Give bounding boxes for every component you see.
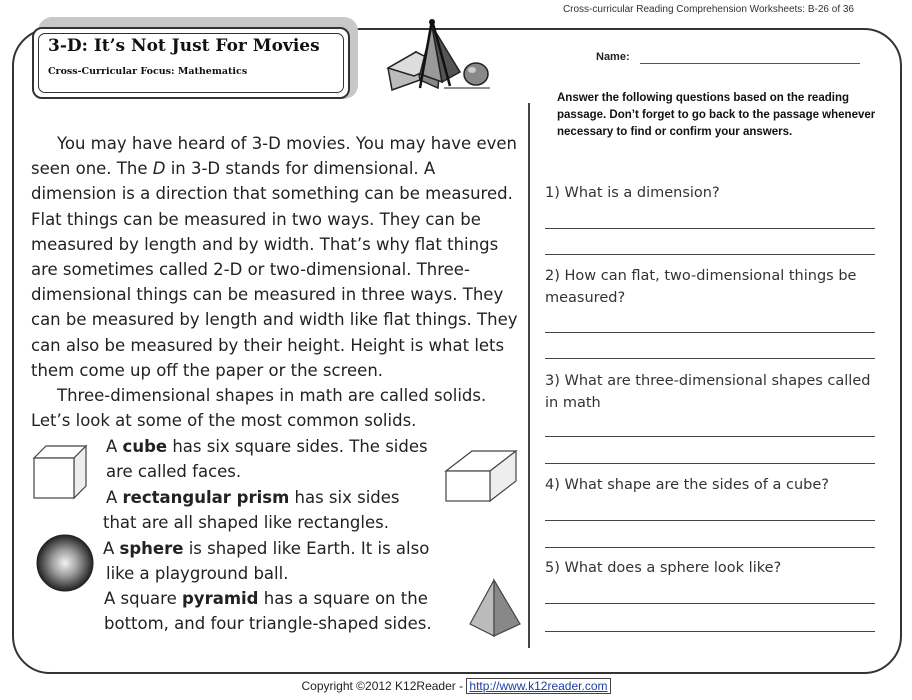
- cube-icon: [32, 444, 88, 500]
- pyramid-term: pyramid: [182, 589, 259, 608]
- name-field[interactable]: [640, 63, 860, 64]
- sphere-icon: [35, 533, 95, 593]
- question-2: 2) How can flat, two-dimensional things be measured?: [545, 268, 857, 306]
- pyramid-text: has a square on the: [258, 589, 428, 608]
- cube-text: are called faces.: [106, 462, 242, 482]
- answer-line-2a[interactable]: [545, 332, 875, 333]
- question-3: 3) What are three-dimensional shapes called in math: [545, 373, 871, 411]
- passage-text: You may have heard of 3-D movies. You may have even seen one. The: [31, 134, 517, 179]
- answer-line-4b[interactable]: [545, 547, 875, 548]
- prism-description: [103, 485, 400, 535]
- reading-passage: [31, 131, 525, 433]
- passage-paragraph-1: [31, 131, 525, 383]
- passage-text: in 3-D stands for dimensional. A dimension is a direction that something can be measured. Flat things can be measured in two ways. They can be measured by length and by width. That’s why flat things are sometimes called 2-D or two-dimensional. Three-dimensional things can be measured in three ways. They can be measured by length and width like flat things. They can also be measured by their height. Height is what lets them come up off the paper or the screen.: [31, 159, 518, 380]
- answer-line-2b[interactable]: [545, 358, 875, 359]
- answer-line-3a[interactable]: [545, 436, 875, 437]
- title-box: [32, 27, 350, 99]
- answer-line-5b[interactable]: [545, 631, 875, 632]
- answer-line-3b[interactable]: [545, 463, 875, 464]
- cube-term: cube: [122, 437, 168, 456]
- pyramid-description: [104, 586, 432, 636]
- pyramid-text: A square: [104, 589, 182, 608]
- sphere-text: like a playground ball.: [106, 564, 289, 584]
- k12reader-link[interactable]: http://www.k12reader.com: [466, 678, 610, 694]
- answer-line-5a[interactable]: [545, 603, 875, 604]
- answer-line-1a[interactable]: [545, 228, 875, 229]
- prism-text: that are all shaped like rectangles.: [103, 513, 389, 533]
- cube-description: [106, 434, 428, 484]
- copyright-text: Copyright ©2012 K12Reader -: [301, 679, 467, 693]
- rectangular-prism-icon: [444, 449, 518, 503]
- cube-text: A: [106, 437, 123, 456]
- instructions: Answer the following questions based on the reading passage. Don’t forget to go back to the passage whenever necessary to find or confirm your answers.: [557, 92, 876, 138]
- question-4: 4) What shape are the sides of a cube?: [545, 477, 829, 493]
- sphere-text: is shaped like Earth. It is also: [183, 539, 430, 558]
- sphere-text: A: [103, 539, 120, 558]
- footer: [0, 679, 912, 693]
- question-1: 1) What is a dimension?: [545, 185, 720, 201]
- sphere-description: [103, 536, 430, 586]
- sphere-term: sphere: [119, 539, 184, 558]
- question-5: 5) What does a sphere look like?: [545, 560, 782, 576]
- pyramid-icon: [466, 578, 524, 638]
- answer-line-1b[interactable]: [545, 254, 875, 255]
- pyramid-text: bottom, and four triangle-shaped sides.: [104, 614, 432, 634]
- prism-text: A: [106, 488, 123, 507]
- worksheet-title: 3-D: It’s Not Just For Movies: [48, 36, 320, 56]
- geometry-solids-clipart-icon: [380, 18, 495, 100]
- cross-curricular-focus: Cross-Curricular Focus: Mathematics: [48, 66, 248, 77]
- answer-line-4a[interactable]: [545, 520, 875, 521]
- passage-paragraph-2: Three-dimensional shapes in math are called solids. Let’s look at some of the most common solids.: [31, 386, 487, 431]
- cube-text: has six square sides. The sides: [167, 437, 428, 456]
- column-divider: [528, 103, 530, 648]
- prism-text: has six sides: [289, 488, 400, 507]
- name-label: Name:: [596, 51, 630, 63]
- passage-italic-d: D: [152, 159, 166, 179]
- prism-term: rectangular prism: [122, 488, 290, 507]
- worksheet-series-label: Cross-curricular Reading Comprehension Worksheets: B-26 of 36: [562, 4, 854, 15]
